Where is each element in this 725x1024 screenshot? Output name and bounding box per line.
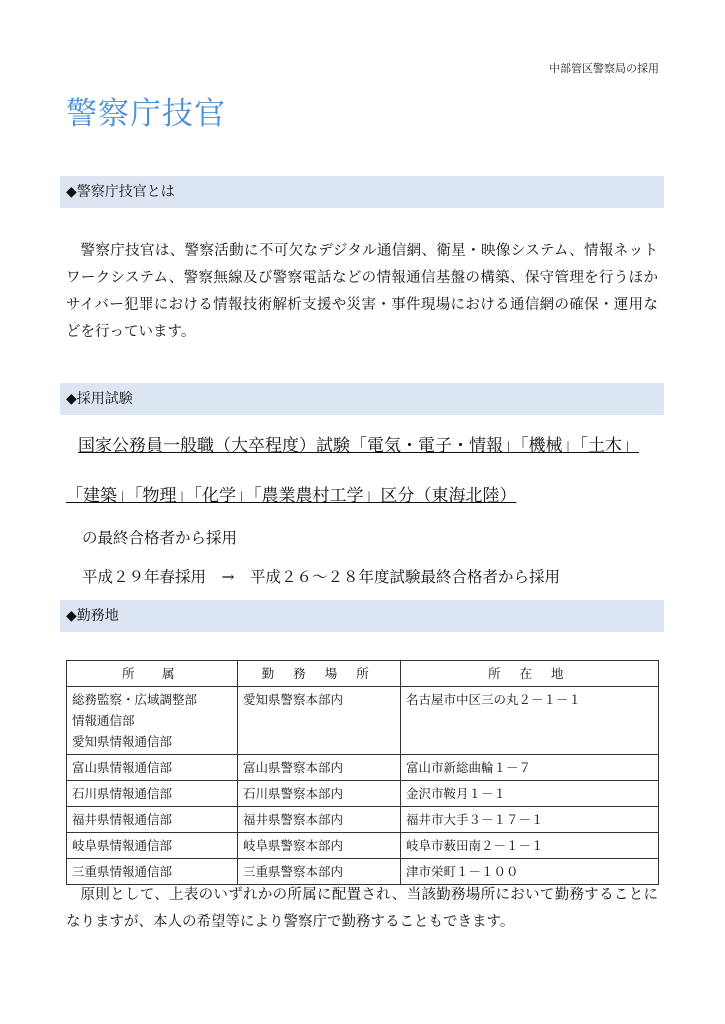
address-cell: 福井市大手３－１７－１	[401, 807, 659, 833]
section-heading-about: ◆警察庁技官とは	[60, 176, 664, 208]
dept-name: 総務監察・広域調整部	[72, 692, 198, 707]
place-cell: 愛知県警察本部内	[238, 687, 401, 755]
address-cell: 津市栄町１－１００	[401, 859, 659, 885]
exam-schedule: 平成２９年春採用 → 平成２６～２８年度試験最終合格者から採用	[82, 568, 560, 586]
dept-cell: 三重県情報通信部	[67, 859, 238, 885]
table-row	[67, 833, 659, 859]
table-row	[67, 807, 659, 833]
dept-cell: 石川県情報通信部	[67, 781, 238, 807]
exam-categories-line-2: 「建築」「物理」「化学」「農業農村工学」区分（東海北陸）	[66, 486, 517, 506]
dept-cell: 岐阜県情報通信部	[67, 833, 238, 859]
address-cell: 名古屋市中区三の丸２－１－１	[401, 687, 659, 755]
header-place: 勤 務 場 所	[238, 661, 401, 687]
section-heading-workplace: ◆勤務地	[60, 600, 664, 632]
place-cell: 岐阜県警察本部内	[238, 833, 401, 859]
dept-name: 情報通信部	[72, 713, 135, 728]
table-header-row	[67, 661, 659, 687]
dept-cell	[67, 687, 238, 755]
page-title: 警察庁技官	[66, 96, 226, 132]
header-dept: 所 属	[67, 661, 238, 687]
workplace-table	[66, 660, 659, 885]
header-note: 中部管区警察局の採用	[549, 62, 659, 75]
table-row	[67, 859, 659, 885]
place-cell: 石川県警察本部内	[238, 781, 401, 807]
place-cell: 三重県警察本部内	[238, 859, 401, 885]
workplace-note: 原則として、上表のいずれかの所属に配置され、当該勤務場所において勤務することになりますが、本人の希望等により警察庁で勤務することもできます。	[66, 887, 658, 930]
exam-categories-line-1: 国家公務員一般職（大卒程度）試験「電気・電子・情報」「機械」「土木」	[78, 436, 639, 456]
table-row	[67, 755, 659, 781]
address-cell: 富山市新総曲輪１－７	[401, 755, 659, 781]
table-row	[67, 687, 659, 755]
dept-cell: 福井県情報通信部	[67, 807, 238, 833]
dept-name: 愛知県情報通信部	[72, 734, 173, 749]
about-paragraph: 警察庁技官は、警察活動に不可欠なデジタル通信網、衛星・映像システム、情報ネットワークシステム、警察無線及び警察電話などの情報通信基盤の構築、保守管理を行うほかサイバー犯罪における情報技術解析支援や災害・事件現場における通信網の確保・運用などを行っています。	[66, 243, 658, 340]
address-cell: 岐阜市薮田南２－１－１	[401, 833, 659, 859]
exam-final-passers: の最終合格者から採用	[82, 529, 238, 547]
dept-cell: 富山県情報通信部	[67, 755, 238, 781]
place-cell: 富山県警察本部内	[238, 755, 401, 781]
address-cell: 金沢市鞍月１－１	[401, 781, 659, 807]
table-row	[67, 781, 659, 807]
header-address: 所 在 地	[401, 661, 659, 687]
place-cell: 福井県警察本部内	[238, 807, 401, 833]
section-heading-exam: ◆採用試験	[60, 383, 664, 415]
